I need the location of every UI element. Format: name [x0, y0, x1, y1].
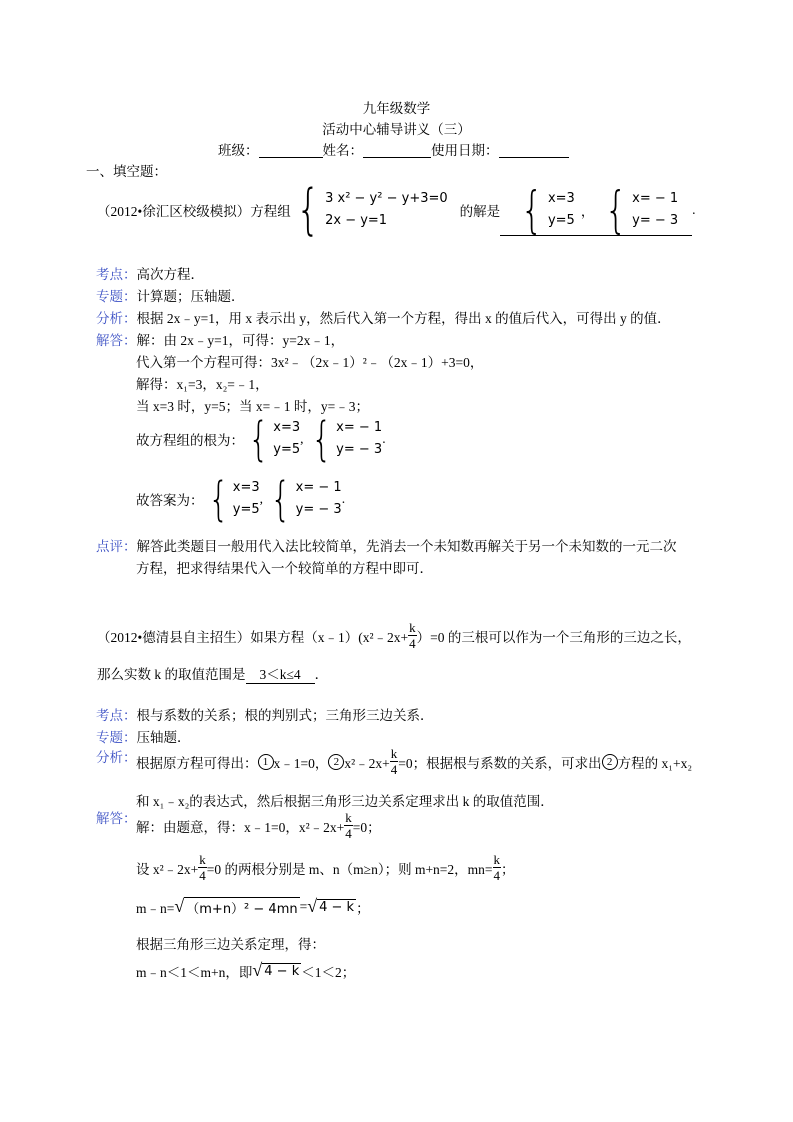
roots-row: 故方程组的根为： { x=3 y=5 , { x= − 1 y= − 3 . [136, 412, 386, 466]
stem-line2: 那么实数 k 的取值范围是 [97, 667, 246, 682]
sol1-x: x=3 [273, 420, 301, 435]
jieda-line: 根据三角形三边关系定理，得： [136, 937, 325, 952]
sol1-x: x=3 [547, 190, 575, 206]
sol2-y: y= − 3 [632, 212, 679, 228]
jieda-line: 解：由 2x﹣y=1，可得：y=2x﹣1， [136, 333, 345, 348]
circled-two-icon: 2 [602, 754, 618, 770]
jieda-line: 当 x=3 时，y=5；当 x=﹣1 时，y=﹣3； [136, 399, 369, 414]
jieda-row [96, 329, 344, 349]
stem-b: ）=0 的三根可以作为一个三角形的三边之长， [416, 629, 691, 645]
brace-icon: { [207, 472, 229, 526]
answer-prefix: 的解是 [459, 204, 501, 219]
jieda-line: m﹣n= √ （m+n）² − 4mn = √ 4 − k ； [136, 896, 370, 917]
brace-icon: { [270, 472, 292, 526]
fenxi-text: 和 x₁﹣x₂的表达式，然后根据三角形三边关系定理求出 k 的取值范围． [136, 794, 554, 809]
circled-two-icon: 2 [328, 754, 344, 770]
equation-system [291, 178, 448, 241]
brace-icon: { [520, 180, 544, 239]
brace-icon: { [311, 412, 332, 466]
circled-one-icon: 1 [258, 754, 274, 770]
answer-blank: { x=3 y=5 ， { x= − 1 y= − 3 [500, 185, 692, 236]
problem1-source: （2012•徐汇区校级模拟）方程组 [97, 204, 291, 219]
brace-icon: { [295, 178, 320, 241]
brace-icon: { [248, 412, 269, 466]
sol2-x: x= − 1 [336, 420, 383, 435]
problem1-stem: （2012•徐汇区校级模拟）方程组 { 3 x² − y² − y+3=0 2x − y=1 的解是 { x=3 y=5 ， { x= − 1 y= − 3 . [97, 178, 696, 241]
kaodian-text: 高次方程． [136, 267, 204, 282]
jieda-line: m﹣n＜1＜m+n，即 √ 4 − k ＜1＜2； [136, 960, 356, 980]
zhuanti-row [96, 726, 191, 746]
sqrt-icon: √ [307, 896, 318, 916]
class-blank [259, 143, 323, 158]
fenxi-row [96, 307, 671, 327]
name-label: 姓名： [322, 143, 363, 158]
page-title: 活动中心辅导讲义（三） [322, 122, 471, 137]
equation-2: 2x − y=1 [325, 213, 388, 228]
fenxi-text: 根据 2x﹣y=1，用 x 表示出 y，然后代入第一个方程，得出 x 的值后代入，可得出 y 的值． [136, 311, 671, 326]
kaodian-label: 考点： [96, 708, 137, 723]
answer-row: 故答案为： { x=3 y=5 , { x= − 1 y= − 3 . [136, 472, 346, 526]
sol1-y: y=5 [232, 502, 260, 517]
zhuanti-label: 专题： [96, 730, 137, 745]
sol1-y: y=5 [547, 212, 575, 228]
dianping-row [96, 535, 677, 555]
answer-label: 故答案为： [136, 493, 204, 508]
name-blank [363, 143, 431, 158]
zhuanti-label: 专题： [96, 289, 137, 304]
jieda-label: 解答： [96, 811, 137, 826]
answer-blank: 3＜k≤4 [246, 663, 315, 684]
zhuanti-text: 计算题；压轴题． [136, 289, 245, 304]
fenxi-label: 分析： [96, 311, 137, 326]
sol2-x: x= − 1 [632, 190, 679, 206]
fenxi-label: 分析： [96, 750, 137, 765]
dianping-text: 方程，把求得结果代入一个较简单的方程中即可． [136, 561, 433, 576]
kaodian-label: 考点： [96, 267, 137, 282]
section-heading: 一、填空题： [86, 164, 167, 179]
info-line [218, 139, 569, 159]
sol2-x: x= − 1 [295, 480, 342, 495]
date-label: 使用日期： [431, 143, 499, 158]
sqrt-icon: √ [252, 960, 263, 980]
brace-icon: { [605, 180, 628, 239]
problem2-stem [97, 620, 691, 651]
roots-label: 故方程组的根为： [136, 433, 244, 448]
kaodian-row [96, 704, 434, 724]
kaodian-row [96, 263, 204, 283]
equation-1: 3 x² − y² − y+3=0 [325, 191, 448, 206]
sol1-x: x=3 [232, 480, 260, 495]
grade-subject: 九年级数学 [362, 101, 431, 116]
dianping-label: 点评： [96, 539, 137, 554]
stem-a: （2012•德清县自主招生）如果方程（x﹣1）(x²﹣2x+ [97, 629, 409, 645]
sol2-y: y= − 3 [295, 502, 342, 517]
kaodian-text: 根与系数的关系；根的判别式；三角形三边关系． [136, 708, 434, 723]
date-blank [499, 143, 569, 158]
zhuanti-text: 压轴题． [136, 730, 191, 745]
sqrt-icon: √ [174, 896, 185, 916]
jieda-line: 设 x²﹣2x+ $\frac{k}{4}$ =0 的两根分别是 m、n（m≥n）；则 m+n=2，mn= $\frac{k}{4}$ ； [136, 852, 515, 883]
jieda-label: 解答： [96, 333, 137, 348]
jieda-line: 代入第一个方程可得：3x²﹣（2x﹣1）²﹣（2x﹣1）+3=0， [136, 355, 484, 370]
zhuanti-row [96, 285, 245, 305]
dianping-text: 解答此类题目一般用代入法比较简单，先消去一个未知数再解关于另一个未知数的一元二次 [136, 539, 677, 554]
jieda-line: 解得：x₁=3，x₂=﹣1， [136, 377, 269, 392]
fraction: $\frac{k}{4}$ [409, 620, 416, 651]
class-label: 班级： [218, 143, 259, 158]
sol1-y: y=5 [273, 442, 301, 457]
sol2-y: y= − 3 [336, 442, 383, 457]
fenxi-text: 根据原方程可得出： 1 x﹣1=0， 2 x²﹣2x+ $\frac{k}{4}$ =0；根据根与系数的关系，可求出 2 方程的 x₁+x₂ [136, 746, 693, 777]
problem2-line2: 那么实数 k 的取值范围是 3＜k≤4 ． [97, 663, 328, 684]
jieda-line: 解：由题意，得：x﹣1=0，x²﹣2x+ $\frac{k}{4}$ =0； [136, 810, 381, 841]
